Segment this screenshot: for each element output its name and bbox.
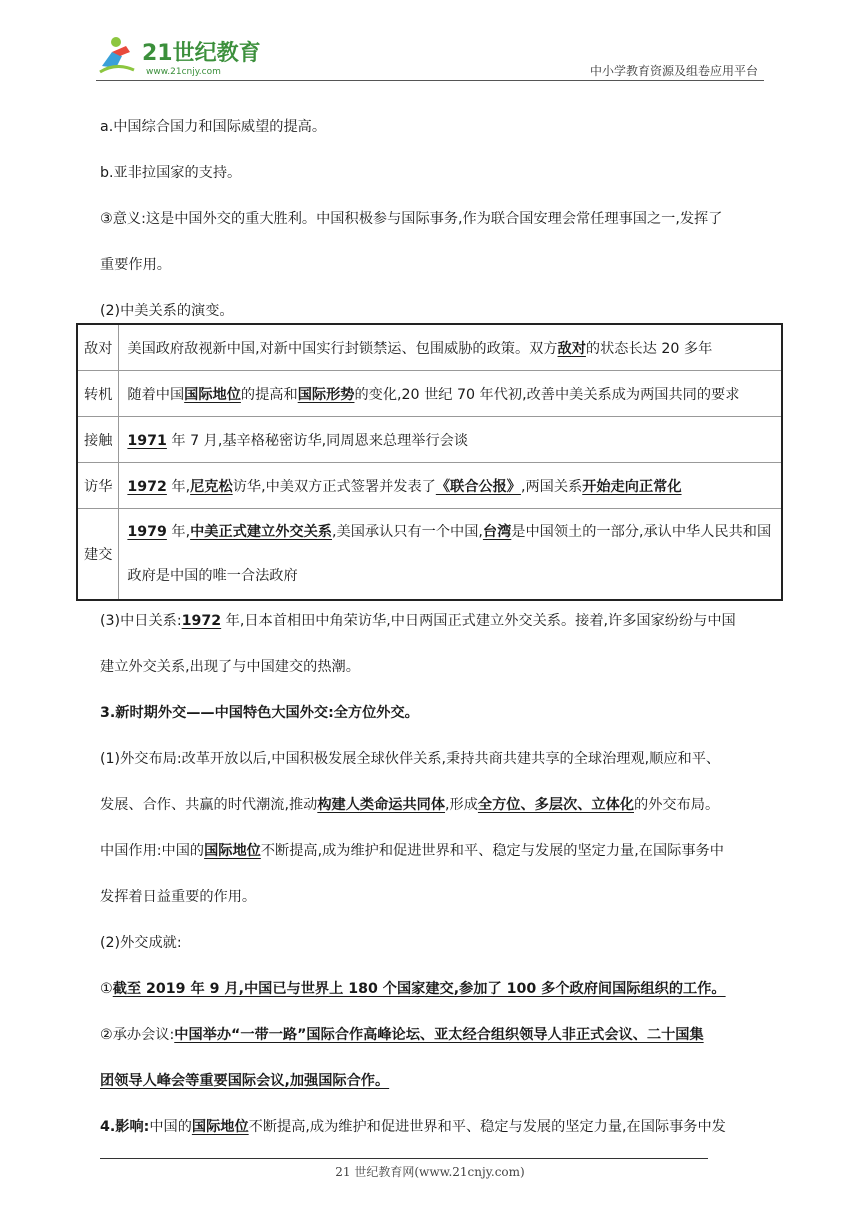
achievement-1: ①截至 2019 年 9 月,中国已与世界上 180 个国家建交,参加了 100 多个政府间国际组织的工作。: [100, 981, 726, 997]
footer-divider: [100, 1158, 708, 1159]
row-value: 1979 年,中美正式建立外交关系,美国承认只有一个中国,台湾是中国领土的一部分,承认中华人民共和国政府是中国的唯一合法政府: [119, 509, 782, 601]
us-relations-table: [76, 323, 783, 601]
line-b: b.亚非拉国家的支持。: [100, 165, 242, 181]
significance-line-2: 重要作用。: [100, 257, 171, 273]
section-3-heading: 3.新时期外交——中国特色大国外交:全方位外交。: [100, 705, 419, 721]
page-footer: 21 世纪教育网(www.21cnjy.com): [335, 1165, 525, 1179]
row-key: 建交: [77, 509, 119, 601]
body-section-2: [100, 598, 768, 1150]
layout-line-1: (1)外交布局:改革开放以后,中国积极发展全球伙伴关系,秉持共商共建共享的全球治理观,顺应和平、: [100, 751, 721, 767]
row-value: 美国政府敌视新中国,对新中国实行封锁禁运、包围威胁的政策。双方敌对的状态长达 20 多年: [119, 324, 782, 371]
layout-line-2: 发展、合作、共赢的时代潮流,推动构建人类命运共同体,形成全方位、多层次、立体化的外交布局。: [100, 797, 720, 813]
role-line-2: 发挥着日益重要的作用。: [100, 889, 257, 905]
svg-text:www.21cnjy.com: www.21cnjy.com: [146, 67, 221, 77]
achievements-title: (2)外交成就:: [100, 935, 182, 951]
japan-line-1: (3)中日关系:1972 年,日本首相田中角荣访华,中日两国正式建立外交关系。接着,许多国家纷纷与中国: [100, 613, 736, 629]
svg-text:21世纪教育: 21世纪教育: [142, 41, 261, 66]
table-row: [77, 463, 782, 509]
role-line-1: 中国作用:中国的国际地位不断提高,成为维护和促进世界和平、稳定与发展的坚定力量,在国际事务中: [100, 843, 724, 859]
achievement-2-line-1: ②承办会议:中国举办“一带一路”国际合作高峰论坛、亚太经合组织领导人非正式会议、二十国集: [100, 1027, 704, 1043]
row-value: 1972 年,尼克松访华,中美双方正式签署并发表了《联合公报》,两国关系开始走向正常化: [119, 463, 782, 509]
site-logo: [96, 32, 266, 78]
table-row: [77, 324, 782, 371]
line-a: a.中国综合国力和国际威望的提高。: [100, 119, 327, 135]
impact-line: 4.影响:中国的国际地位不断提高,成为维护和促进世界和平、稳定与发展的坚定力量,在国际事务中发: [100, 1119, 726, 1135]
table-row: [77, 509, 782, 601]
us-relations-title: (2)中美关系的演变。: [100, 303, 234, 319]
row-key: 转机: [77, 371, 119, 417]
row-key: 接触: [77, 417, 119, 463]
platform-label: 中小学教育资源及组卷应用平台: [589, 64, 758, 78]
significance-line-1: ③意义:这是中国外交的重大胜利。中国积极参与国际事务,作为联合国安理会常任理事国之一,发挥了: [100, 211, 723, 227]
japan-line-2: 建立外交关系,出现了与中国建交的热潮。: [100, 659, 360, 675]
page-header: [96, 32, 764, 82]
body-section-1: [100, 104, 768, 334]
row-value: 1971 年 7 月,基辛格秘密访华,同周恩来总理举行会谈: [119, 417, 782, 463]
row-value: 随着中国国际地位的提高和国际形势的变化,20 世纪 70 年代初,改善中美关系成为两国共同的要求: [119, 371, 782, 417]
table-row: [77, 417, 782, 463]
row-key: 敌对: [77, 324, 119, 371]
row-key: 访华: [77, 463, 119, 509]
table-row: [77, 371, 782, 417]
achievement-2-line-2: 团领导人峰会等重要国际会议,加强国际合作。: [100, 1073, 390, 1089]
header-divider: [96, 80, 764, 81]
